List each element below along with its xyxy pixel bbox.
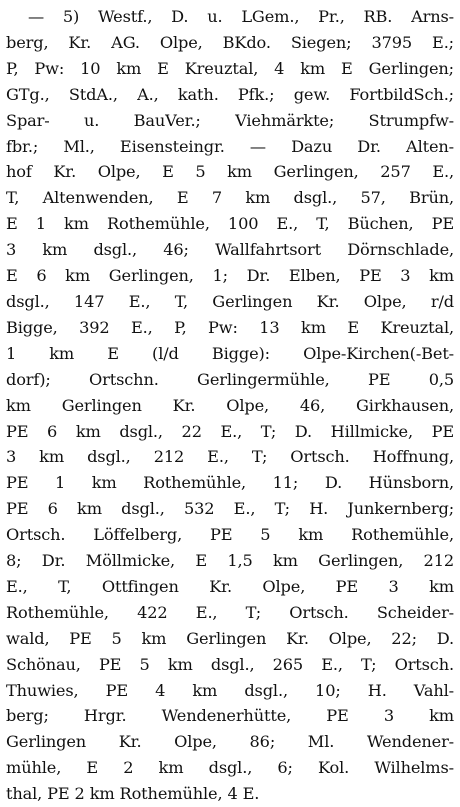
text-line: T, Altenwenden, E 7 km dsgl., 57, Brün, (6, 188, 454, 208)
text-line: E., T, Ottfingen Kr. Olpe, PE 3 km (6, 576, 454, 596)
text-line: wald, PE 5 km Gerlingen Kr. Olpe, 22; D. (6, 628, 454, 648)
text-line: P, Pw: 10 km E Kreuztal, 4 km E Gerlingen; (6, 58, 454, 78)
text-line: dorf); Ortschn. Gerlingermühle, PE 0,5 (6, 369, 454, 389)
text-line: Spar- u. BauVer.; Viehmärkte; Strumpfw- (6, 110, 454, 130)
text-line: PE 1 km Rothemühle, 11; D. Hünsborn, (6, 473, 454, 493)
text-line: Rothemühle, 422 E., T; Ortsch. Scheider- (6, 602, 454, 622)
text-line: E 6 km Gerlingen, 1; Dr. Elben, PE 3 km (6, 266, 454, 286)
text-line: GTg., StdA., A., kath. Pfk.; gew. FortbildSch.; (6, 84, 454, 104)
text-line: — 5) Westf., D. u. LGem., Pr., RB. Arns- (28, 7, 454, 26)
text-line: 1 km E (l/d Bigge): Olpe-Kirchen(-Bet- (6, 343, 454, 363)
text-line: E 1 km Rothemühle, 100 E., T, Büchen, PE (6, 214, 454, 234)
text-line: Thuwies, PE 4 km dsgl., 10; H. Vahl- (6, 680, 454, 700)
text-line: hof Kr. Olpe, E 5 km Gerlingen, 257 E., (6, 162, 454, 182)
text-line: PE 6 km dsgl., 22 E., T; D. Hillmicke, PE (6, 421, 454, 441)
text-line: dsgl., 147 E., T, Gerlingen Kr. Olpe, r/d (6, 291, 454, 311)
text-line: fbr.; Ml., Eisensteingr. — Dazu Dr. Alten- (6, 136, 454, 156)
text-line: berg, Kr. AG. Olpe, BKdo. Siegen; 3795 E.; (6, 32, 454, 52)
text-line: 8; Dr. Möllmicke, E 1,5 km Gerlingen, 212 (6, 551, 454, 571)
text-line: PE 6 km dsgl., 532 E., T; H. Junkernberg; (6, 499, 454, 519)
text-line: mühle, E 2 km dsgl., 6; Kol. Wilhelms- (6, 758, 454, 778)
text-line: thal, PE 2 km Rothemühle, 4 E. (6, 784, 260, 804)
gazetteer-entry (6, 4, 454, 807)
text-line: km Gerlingen Kr. Olpe, 46, Girkhausen, (6, 395, 454, 415)
text-line: Bigge, 392 E., P, Pw: 13 km E Kreuztal, (6, 317, 454, 337)
text-line: 3 km dsgl., 212 E., T; Ortsch. Hoffnung, (6, 447, 454, 467)
text-line: 3 km dsgl., 46; Wallfahrtsort Dörnschlade, (6, 240, 454, 260)
text-line: berg; Hrgr. Wendenerhütte, PE 3 km (6, 706, 454, 726)
text-line: Schönau, PE 5 km dsgl., 265 E., T; Ortsch. (6, 654, 454, 674)
text-line: Gerlingen Kr. Olpe, 86; Ml. Wendener- (6, 732, 454, 752)
text-line: Ortsch. Löffelberg, PE 5 km Rothemühle, (6, 525, 454, 545)
